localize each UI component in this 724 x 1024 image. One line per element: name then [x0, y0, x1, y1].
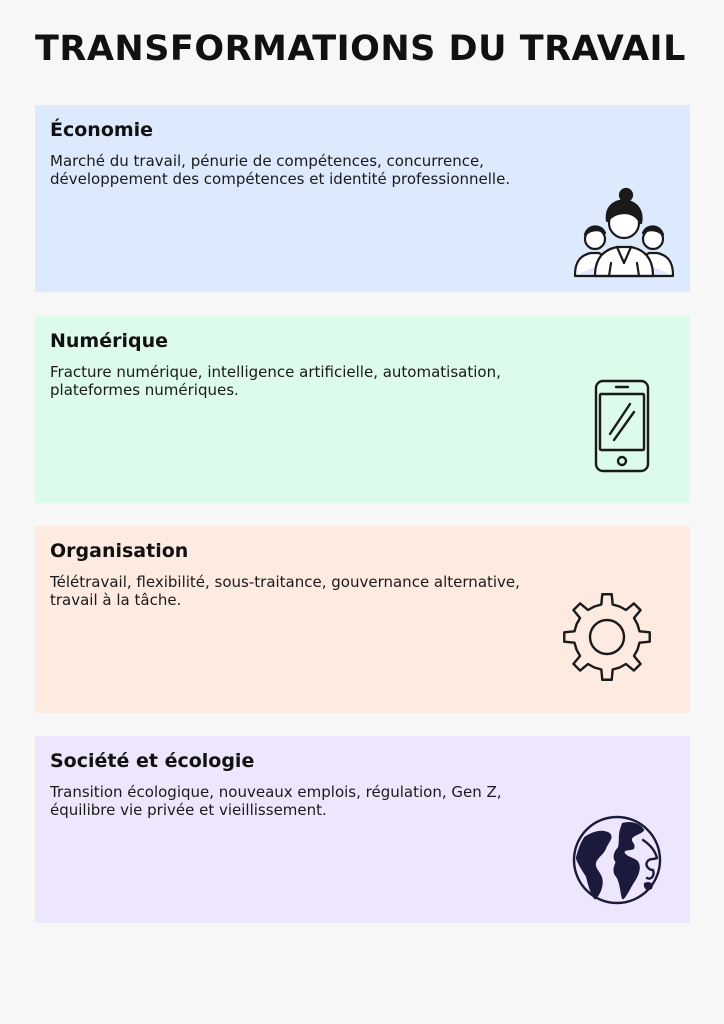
card-heading: Organisation [50, 540, 189, 562]
page-title: TRANSFORMATIONS DU TRAVAIL [35, 29, 686, 69]
card-text: Marché du travail, pénurie de compétences, concurrence, développement des compétences et identité professionnelle. [50, 152, 511, 188]
people-icon [569, 183, 679, 279]
card-heading: Économie [50, 119, 154, 141]
card-text: Transition écologique, nouveaux emplois, régulation, Gen Z, équilibre vie privée et vieillissement. [50, 783, 502, 819]
globe-icon [571, 814, 663, 906]
card-numerique [35, 316, 690, 503]
card-economie [35, 105, 690, 292]
gear-icon [562, 592, 652, 682]
card-text: Fracture numérique, intelligence artificielle, automatisation, plateformes numériques. [50, 363, 501, 399]
smartphone-icon [590, 378, 654, 474]
card-heading: Société et écologie [50, 750, 255, 772]
card-heading: Numérique [50, 330, 169, 352]
card-societe-ecologie [35, 736, 690, 923]
card-organisation [35, 526, 690, 713]
card-text: Télétravail, flexibilité, sous-traitance, gouvernance alternative, travail à la tâche. [50, 573, 520, 609]
